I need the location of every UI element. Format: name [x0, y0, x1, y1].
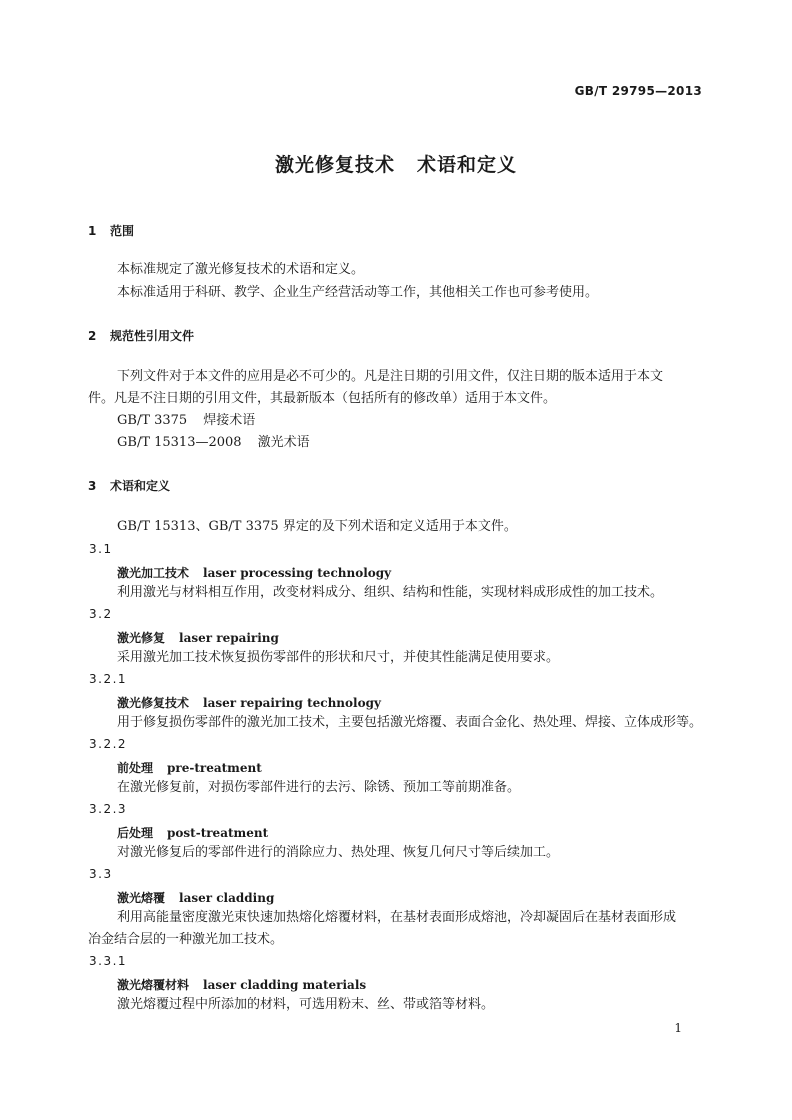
standard-code: GB/T 29795—2013: [574, 84, 702, 98]
term-chinese: 激光熔覆材料: [117, 978, 190, 992]
term-chinese: 激光修复: [117, 631, 166, 645]
term-english: pre-treatment: [167, 761, 262, 775]
term-definition: 利用激光与材料相互作用，改变材料成分、组织、结构和性能，实现材料成形成性的加工技术。: [117, 585, 664, 600]
reference-item: [117, 411, 255, 431]
reference-title: 焊接术语: [203, 413, 256, 428]
term-number: 3.2.1: [89, 672, 128, 686]
term-number: 3.3.1: [89, 954, 128, 968]
section-heading-normative-references: [88, 327, 194, 344]
term-definition: 在激光修复前，对损伤零部件进行的去污、除锈、预加工等前期准备。: [117, 780, 521, 795]
term-definition: 采用激光加工技术恢复损伤零部件的形状和尺寸，并使其性能满足使用要求。: [117, 650, 560, 665]
term-chinese: 前处理: [117, 761, 154, 775]
term-heading: [117, 694, 381, 711]
term-english: laser cladding materials: [203, 978, 367, 992]
section-number: 2: [88, 329, 97, 343]
reference-code: GB/T 3375: [117, 413, 188, 428]
section-title: 规范性引用文件: [110, 329, 195, 343]
section-title: 范围: [110, 224, 135, 238]
term-heading: [117, 824, 268, 841]
term-heading: [117, 889, 274, 906]
section-heading-scope: [88, 222, 134, 239]
term-heading: [117, 564, 391, 581]
term-definition: 对激光修复后的零部件进行的消除应力、热处理、恢复几何尺寸等后续加工。: [117, 845, 560, 860]
term-english: laser repairing technology: [203, 696, 381, 710]
section-heading-terms: [88, 477, 170, 494]
term-definition: 利用高能量密度激光束快速加热熔化熔覆材料，在基材表面形成熔池，冷却凝固后在基材表面形成: [117, 910, 677, 925]
term-definition-continued: 冶金结合层的一种激光加工技术。: [88, 932, 284, 947]
terms-intro: GB/T 15313、GB/T 3375 界定的及下列术语和定义适用于本文件。: [117, 519, 517, 534]
term-number: 3.2.2: [89, 737, 128, 751]
section-number: 3: [88, 479, 97, 493]
term-heading: [117, 759, 262, 776]
title-part-2: 术语和定义: [417, 154, 518, 176]
term-definition: 用于修复损伤零部件的激光加工技术，主要包括激光熔覆、表面合金化、热处理、焊接、立体成形等。: [117, 715, 703, 730]
page-number: 1: [674, 1021, 682, 1035]
term-english: laser processing technology: [203, 566, 392, 580]
normative-paragraph-line-1: 下列文件对于本文件的应用是必不可少的。凡是注日期的引用文件，仅注日期的版本适用于本文: [117, 369, 664, 384]
term-chinese: 后处理: [117, 826, 154, 840]
reference-code: GB/T 15313—2008: [117, 435, 242, 450]
term-number: 3.2.3: [89, 802, 128, 816]
term-heading: [117, 976, 366, 993]
normative-paragraph-line-2: 件。凡是不注日期的引用文件，其最新版本（包括所有的修改单）适用于本文件。: [88, 391, 557, 406]
document-title: [0, 150, 792, 177]
title-part-1: 激光修复技术: [274, 154, 395, 176]
term-number: 3.1: [89, 542, 113, 556]
scope-paragraph-1: 本标准规定了激光修复技术的术语和定义。: [117, 262, 365, 277]
term-definition: 激光熔覆过程中所添加的材料，可选用粉末、丝、带或箔等材料。: [117, 997, 495, 1012]
term-chinese: 激光加工技术: [117, 566, 190, 580]
term-heading: [117, 629, 279, 646]
term-english: post-treatment: [167, 826, 269, 840]
term-english: laser repairing: [179, 631, 279, 645]
term-chinese: 激光修复技术: [117, 696, 190, 710]
scope-paragraph-2: 本标准适用于科研、教学、企业生产经营活动等工作，其他相关工作也可参考使用。: [117, 285, 599, 300]
term-number: 3.3: [89, 867, 113, 881]
section-number: 1: [88, 224, 97, 238]
term-number: 3.2: [89, 607, 113, 621]
section-title: 术语和定义: [110, 479, 171, 493]
term-english: laser cladding: [179, 891, 275, 905]
reference-item: [117, 433, 310, 453]
reference-title: 激光术语: [257, 435, 310, 450]
term-chinese: 激光熔覆: [117, 891, 166, 905]
